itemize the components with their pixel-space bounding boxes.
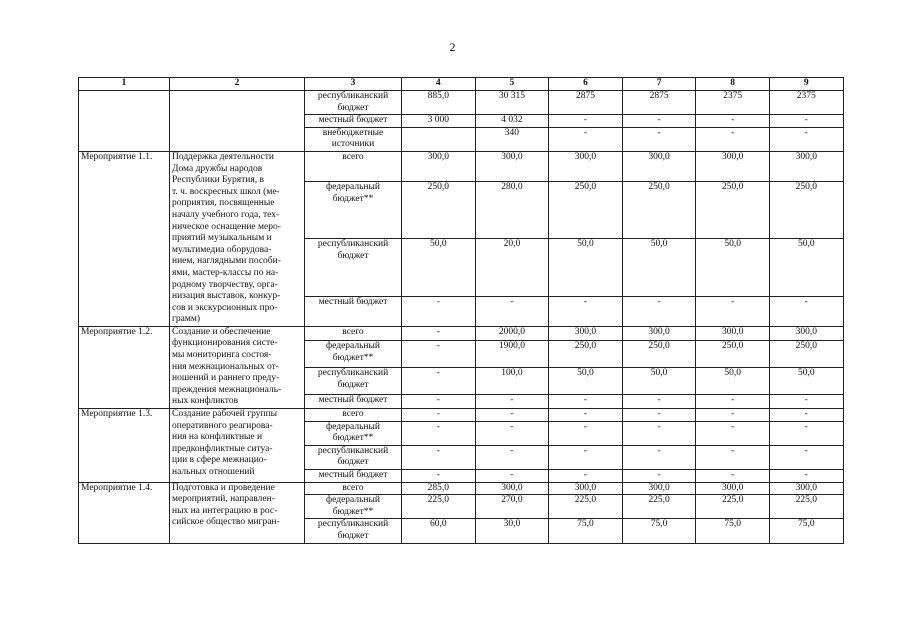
amount-cell: - xyxy=(622,421,696,445)
amount-cell: 100,0 xyxy=(475,367,549,394)
amount-cell: 250,0 xyxy=(549,340,623,367)
column-header: 3 xyxy=(305,78,402,91)
amount-cell: - xyxy=(696,115,770,128)
amount-cell: - xyxy=(696,470,770,483)
funding-source-cell: всего xyxy=(305,482,402,495)
amount-cell: - xyxy=(402,445,476,469)
amount-cell: 1900,0 xyxy=(475,340,549,367)
amount-cell: 2875 xyxy=(549,91,623,115)
budget-table xyxy=(78,77,844,544)
table-row xyxy=(79,482,844,495)
amount-cell: 75,0 xyxy=(549,519,623,543)
amount-cell: 300,0 xyxy=(549,326,623,340)
event-name-cell: Мероприятие 1.3. xyxy=(79,409,170,483)
column-header: 9 xyxy=(769,78,843,91)
amount-cell: 300,0 xyxy=(475,482,549,495)
amount-cell: 75,0 xyxy=(622,519,696,543)
amount-cell: - xyxy=(696,409,770,422)
funding-source-cell: федеральный бюджет** xyxy=(305,495,402,519)
amount-cell: 300,0 xyxy=(769,326,843,340)
funding-source-cell: всего xyxy=(305,409,402,422)
table-row xyxy=(79,151,844,181)
column-header: 5 xyxy=(475,78,549,91)
event-name-cell: Мероприятие 1.1. xyxy=(79,151,170,326)
amount-cell: 300,0 xyxy=(696,326,770,340)
amount-cell: 300,0 xyxy=(769,482,843,495)
amount-cell: - xyxy=(402,367,476,394)
amount-cell: 300,0 xyxy=(622,482,696,495)
amount-cell: - xyxy=(475,296,549,326)
amount-cell: 2875 xyxy=(622,91,696,115)
funding-source-cell: республиканский бюджет xyxy=(305,445,402,469)
amount-cell: - xyxy=(549,115,623,128)
amount-cell: 225,0 xyxy=(696,495,770,519)
amount-cell: 300,0 xyxy=(622,151,696,181)
funding-source-cell: федеральный бюджет** xyxy=(305,181,402,239)
amount-cell: - xyxy=(769,421,843,445)
amount-cell: - xyxy=(696,394,770,408)
amount-cell: - xyxy=(549,394,623,408)
amount-cell: 2000,0 xyxy=(475,326,549,340)
amount-cell: 30 315 xyxy=(475,91,549,115)
amount-cell: 225,0 xyxy=(549,495,623,519)
amount-cell: - xyxy=(696,445,770,469)
amount-cell: - xyxy=(475,470,549,483)
amount-cell: 20,0 xyxy=(475,239,549,297)
amount-cell: 270,0 xyxy=(475,495,549,519)
amount-cell: 280,0 xyxy=(475,181,549,239)
funding-source-cell: местный бюджет xyxy=(305,296,402,326)
amount-cell: 250,0 xyxy=(769,340,843,367)
amount-cell: 300,0 xyxy=(769,151,843,181)
amount-cell: 2375 xyxy=(696,91,770,115)
column-header: 8 xyxy=(696,78,770,91)
amount-cell: 50,0 xyxy=(696,367,770,394)
activity-description-cell: Создание рабочей группы оперативного реагирова- ния на конфликтные и предконфликтные ситуа- ции в сфере межнацио- нальных отношений xyxy=(170,409,305,483)
table-row xyxy=(79,91,844,115)
amount-cell: 60,0 xyxy=(402,519,476,543)
amount-cell: 30,0 xyxy=(475,519,549,543)
column-header: 7 xyxy=(622,78,696,91)
amount-cell: 50,0 xyxy=(622,367,696,394)
amount-cell: 250,0 xyxy=(769,181,843,239)
amount-cell: - xyxy=(475,421,549,445)
amount-cell: - xyxy=(475,445,549,469)
funding-source-cell: местный бюджет xyxy=(305,115,402,128)
amount-cell: - xyxy=(622,470,696,483)
table-body xyxy=(79,91,844,544)
amount-cell: - xyxy=(696,127,770,151)
activity-description-cell: Создание и обеспечение функционирования систе- мы мониторинга состоя- ния межнациональных от- ношений и раннего преду- преждения межнациональ- ных конфликтов xyxy=(170,326,305,408)
event-name-cell xyxy=(79,91,170,152)
activity-description-cell: Поддержка деятельности Дома дружбы народов Республики Бурятия, в т. ч. воскресных школ (ме- роприятия, посвященные началу учебного года, тех- ническое оснащение меро- приятий музыкальным и мультимедиа оборудова- нием, наглядными пособи- ями, мастер-классы по на- родному творчеству, орга- низация выставок, конкур- сов и экскурсионных про- грамм) xyxy=(170,151,305,326)
amount-cell: 250,0 xyxy=(402,181,476,239)
activity-description-cell: Подготовка и проведение мероприятий, направлен- ных на интеграцию в рос- сийское общество мигран- xyxy=(170,482,305,543)
amount-cell: - xyxy=(622,115,696,128)
amount-cell: 50,0 xyxy=(402,239,476,297)
column-header: 1 xyxy=(79,78,170,91)
amount-cell: - xyxy=(769,127,843,151)
amount-cell: 250,0 xyxy=(549,181,623,239)
amount-cell: - xyxy=(549,296,623,326)
amount-cell: 300,0 xyxy=(402,151,476,181)
amount-cell: - xyxy=(696,421,770,445)
amount-cell: 225,0 xyxy=(622,495,696,519)
funding-source-cell: всего xyxy=(305,151,402,181)
amount-cell: 50,0 xyxy=(769,367,843,394)
funding-source-cell: местный бюджет xyxy=(305,470,402,483)
amount-cell: 3 000 xyxy=(402,115,476,128)
amount-cell: - xyxy=(769,445,843,469)
amount-cell: 50,0 xyxy=(549,239,623,297)
activity-description-cell xyxy=(170,91,305,152)
table-header-row xyxy=(79,78,844,91)
column-header: 4 xyxy=(402,78,476,91)
funding-source-cell: республиканский бюджет xyxy=(305,91,402,115)
amount-cell: 50,0 xyxy=(622,239,696,297)
amount-cell: 300,0 xyxy=(696,482,770,495)
funding-source-cell: республиканский бюджет xyxy=(305,367,402,394)
amount-cell: - xyxy=(622,296,696,326)
amount-cell: 250,0 xyxy=(622,181,696,239)
amount-cell: - xyxy=(549,445,623,469)
event-name-cell: Мероприятие 1.2. xyxy=(79,326,170,408)
amount-cell: - xyxy=(549,127,623,151)
amount-cell: 300,0 xyxy=(549,482,623,495)
funding-source-cell: местный бюджет xyxy=(305,394,402,408)
amount-cell: - xyxy=(402,296,476,326)
amount-cell: - xyxy=(475,394,549,408)
amount-cell: - xyxy=(549,470,623,483)
amount-cell: 340 xyxy=(475,127,549,151)
table-row xyxy=(79,409,844,422)
amount-cell: 75,0 xyxy=(769,519,843,543)
amount-cell: 300,0 xyxy=(696,151,770,181)
amount-cell: - xyxy=(769,409,843,422)
amount-cell: 50,0 xyxy=(549,367,623,394)
amount-cell: 250,0 xyxy=(696,340,770,367)
amount-cell: - xyxy=(402,394,476,408)
amount-cell: - xyxy=(769,296,843,326)
amount-cell: - xyxy=(622,409,696,422)
event-name-cell: Мероприятие 1.4. xyxy=(79,482,170,543)
amount-cell: 75,0 xyxy=(696,519,770,543)
amount-cell: - xyxy=(622,127,696,151)
amount-cell: - xyxy=(549,421,623,445)
amount-cell: - xyxy=(402,470,476,483)
amount-cell: 300,0 xyxy=(549,151,623,181)
amount-cell: 250,0 xyxy=(622,340,696,367)
amount-cell: - xyxy=(622,394,696,408)
amount-cell: - xyxy=(696,296,770,326)
amount-cell: 4 032 xyxy=(475,115,549,128)
amount-cell: 225,0 xyxy=(769,495,843,519)
amount-cell: 300,0 xyxy=(622,326,696,340)
amount-cell: 285,0 xyxy=(402,482,476,495)
amount-cell: - xyxy=(402,326,476,340)
amount-cell: 300,0 xyxy=(475,151,549,181)
funding-source-cell: федеральный бюджет** xyxy=(305,340,402,367)
amount-cell: 50,0 xyxy=(696,239,770,297)
amount-cell: - xyxy=(402,421,476,445)
page-number: 2 xyxy=(449,40,456,54)
column-header: 2 xyxy=(170,78,305,91)
amount-cell: 2375 xyxy=(769,91,843,115)
amount-cell: - xyxy=(769,115,843,128)
funding-source-cell: республиканский бюджет xyxy=(305,519,402,543)
amount-cell xyxy=(402,127,476,151)
funding-source-cell: федеральный бюджет** xyxy=(305,421,402,445)
funding-source-cell: всего xyxy=(305,326,402,340)
funding-source-cell: внебюджетные источники xyxy=(305,127,402,151)
amount-cell: 885,0 xyxy=(402,91,476,115)
amount-cell: - xyxy=(402,409,476,422)
amount-cell: - xyxy=(475,409,549,422)
funding-source-cell: республиканский бюджет xyxy=(305,239,402,297)
amount-cell: - xyxy=(769,394,843,408)
table-row xyxy=(79,326,844,340)
amount-cell: - xyxy=(402,340,476,367)
amount-cell: 250,0 xyxy=(696,181,770,239)
amount-cell: - xyxy=(622,445,696,469)
column-header: 6 xyxy=(549,78,623,91)
amount-cell: - xyxy=(549,409,623,422)
amount-cell: - xyxy=(769,470,843,483)
amount-cell: 225,0 xyxy=(402,495,476,519)
amount-cell: 50,0 xyxy=(769,239,843,297)
